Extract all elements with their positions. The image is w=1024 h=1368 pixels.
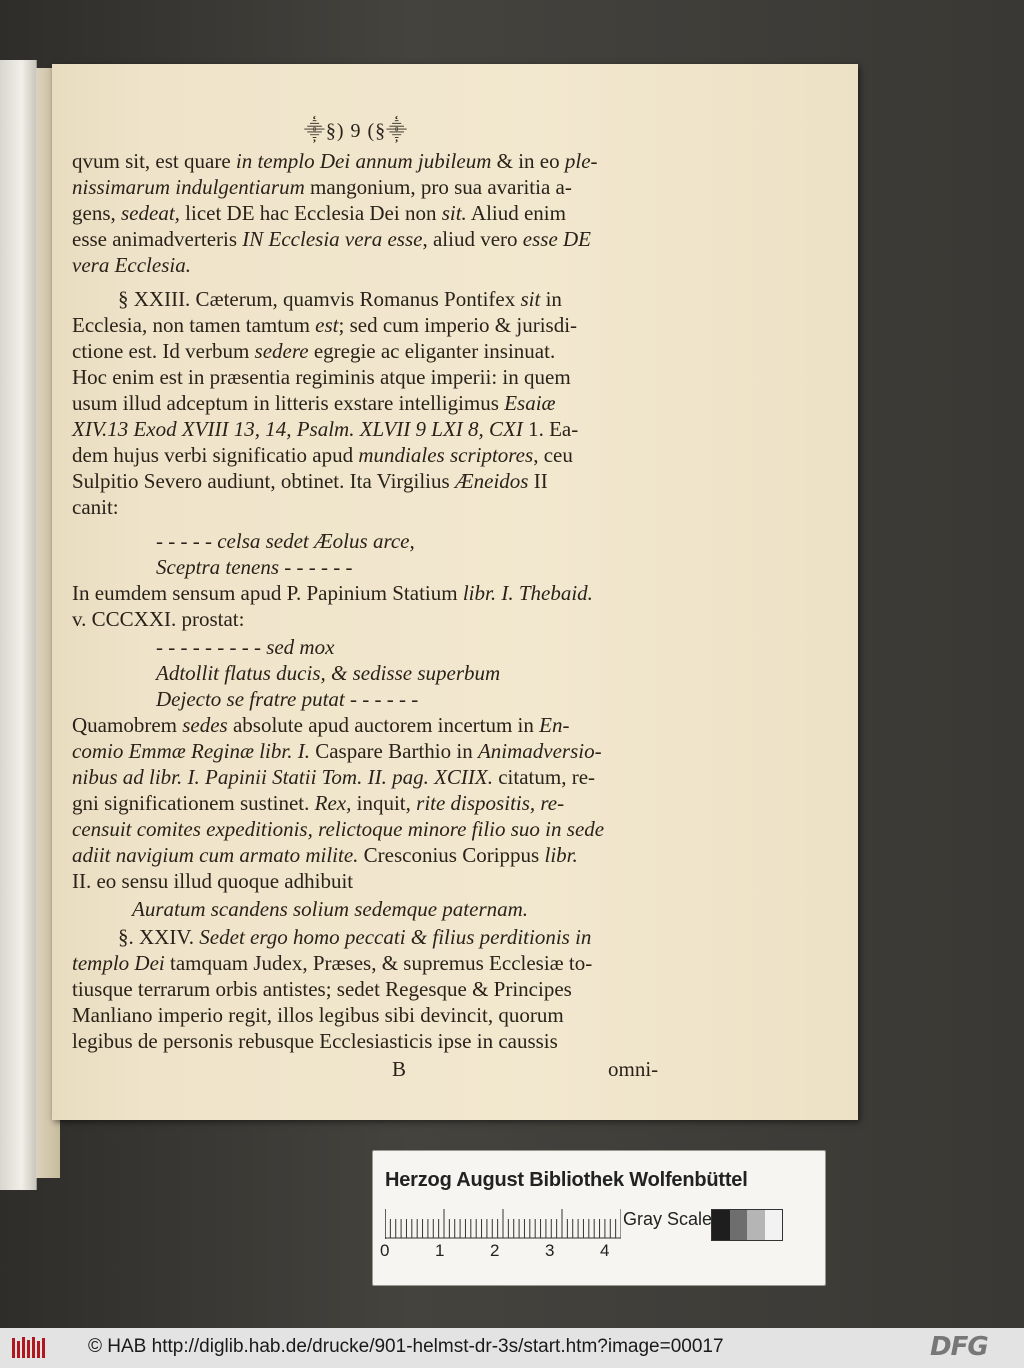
text-segment: v. CCCXXI. prostat: (72, 607, 245, 631)
italic-segment: Adtollit flatus ducis, & sedisse superbum (156, 661, 501, 685)
text-line (156, 554, 353, 580)
italic-segment: libr. I. Thebaid. (462, 581, 593, 605)
text-line (72, 790, 564, 816)
library-label-card (372, 1150, 826, 1286)
text-line (72, 976, 572, 1002)
ruler-number: 1 (435, 1241, 445, 1260)
italic-segment: sedeat, (121, 201, 180, 225)
text-line (72, 200, 566, 226)
text-line (156, 686, 418, 712)
footer-bar (0, 1328, 1024, 1368)
ruler-number: 0 (380, 1241, 390, 1260)
text-line (156, 528, 415, 554)
italic-segment: est (315, 313, 339, 337)
text-segment: usum illud adceptum in litteris exstare intelligimus (72, 391, 505, 415)
italic-segment: ple- (564, 149, 598, 173)
text-segment: Quamobrem (72, 713, 183, 737)
text-line (72, 950, 592, 976)
italic-segment: - - - - - celsa sedet Æolus arce, (156, 529, 415, 553)
text-line (72, 712, 569, 738)
text-line (72, 868, 353, 894)
italic-segment: nissimarum indulgentiarum (72, 175, 305, 199)
text-line (156, 660, 500, 686)
italic-segment: adiit navigium cum armato milite. (72, 843, 359, 867)
text-line (72, 1002, 564, 1028)
text-segment: canit: (72, 495, 119, 519)
text-segment: legibus de personis rebusque Ecclesiasticis ipse in caussis (72, 1029, 558, 1053)
italic-segment: comio Emmæ Reginæ libr. I. (72, 739, 310, 763)
text-line (72, 494, 119, 520)
italic-segment: Dejecto se fratre putat - - - - - - (156, 687, 419, 711)
text-segment: citatum, re- (492, 765, 596, 789)
text-segment: egregie ac eliganter insinuat. (308, 339, 556, 363)
signature-mark: B (392, 1057, 407, 1081)
library-name: Herzog August Bibliothek Wolfenbüttel (385, 1169, 748, 1191)
text-segment: In eumdem sensum apud P. Papinium Statium (72, 581, 463, 605)
text-line (72, 174, 572, 200)
text-segment: tiusque terrarum orbis antistes; sedet Regesque & Principes (72, 977, 572, 1001)
text-segment: dem hujus verbi significatio apud (72, 443, 359, 467)
text-line (72, 148, 598, 174)
italic-segment: Rex, (314, 791, 357, 815)
text-segment: mangonium, pro sua avaritia a- (304, 175, 572, 199)
text-segment: II. eo sensu illud quoque adhibuit (72, 869, 354, 893)
text-line (118, 924, 591, 950)
gray-swatch-3 (747, 1210, 765, 1240)
text-segment: § XXIII. Cæterum, quamvis Romanus Pontifex (118, 287, 521, 311)
page-header: ⸎§) 9 (§⸎ (304, 120, 409, 142)
italic-segment: sedes (182, 713, 228, 737)
text-line (132, 896, 528, 922)
text-segment: Hoc enim est in præsentia regiminis atque imperii: in quem (72, 365, 571, 389)
italic-segment: Æneidos (454, 469, 529, 493)
italic-segment: sedere (254, 339, 309, 363)
text-line (72, 738, 602, 764)
italic-segment: mundiales scriptores (358, 443, 534, 467)
text-segment: Manliano imperio regit, illos legibus sibi devincit, quorum (72, 1003, 564, 1027)
text-segment: ; sed cum imperio & jurisdi- (338, 313, 578, 337)
italic-segment: - - - - - - - - - sed mox (156, 635, 335, 659)
text-line (72, 1028, 558, 1054)
text-segment: 1. Ea- (522, 417, 579, 441)
italic-segment: Auratum scandens solium sedemque paternam. (132, 897, 529, 921)
text-segment: Aliud enim (466, 201, 566, 225)
text-line (72, 606, 244, 632)
gray-swatch-2 (730, 1210, 748, 1240)
text-line (72, 816, 604, 842)
text-line (72, 842, 578, 868)
italic-segment: Sceptra tenens - - - - - - (156, 555, 353, 579)
text-line (72, 468, 548, 494)
text-line (72, 226, 591, 252)
copyright-url[interactable]: © HAB http://diglib.hab.de/drucke/901-helmst-dr-3s/start.htm?image=00017 (88, 1336, 724, 1357)
dfg-logo: DFG (930, 1332, 988, 1362)
italic-segment: Sedet ergo homo peccati & filius perditionis in (199, 925, 592, 949)
text-segment: inquit, (356, 791, 417, 815)
text-segment: §. XXIV. (118, 925, 200, 949)
italic-segment: libr. (544, 843, 578, 867)
text-segment: esse animadverteris (72, 227, 243, 251)
italic-segment: nibus ad libr. I. Papinii Statii Tom. II. pag. XCIIX. (72, 765, 493, 789)
text-segment: II (528, 469, 548, 493)
text-segment: tamquam Judex, Præses, & supremus Ecclesiæ to- (164, 951, 593, 975)
text-segment: gens, (72, 201, 121, 225)
hab-logo-icon (10, 1335, 48, 1361)
ruler-number: 3 (545, 1241, 555, 1260)
text-segment: Ecclesia, non tamen tamtum (72, 313, 316, 337)
text-line (72, 338, 555, 364)
text-line (72, 390, 556, 416)
italic-segment: vera Ecclesia. (72, 253, 191, 277)
text-segment: ctione est. Id verbum (72, 339, 255, 363)
text-line (72, 580, 593, 606)
scale-ruler (385, 1209, 621, 1239)
text-segment: licet DE hac Ecclesia Dei non (179, 201, 442, 225)
text-segment: Cresconius Corippus (358, 843, 545, 867)
gray-scale-label: Gray Scale (623, 1209, 713, 1229)
text-segment: Caspare Barthio in (309, 739, 478, 763)
adjacent-page-edge (0, 60, 37, 1190)
italic-segment: rite dispositis, re- (416, 791, 565, 815)
gray-scale-swatch (711, 1209, 783, 1241)
catchword: omni- (608, 1057, 659, 1081)
text-line (72, 252, 191, 278)
italic-segment: sit (520, 287, 541, 311)
text-segment: gni significationem sustinet. (72, 791, 315, 815)
italic-segment: En- (539, 713, 570, 737)
ruler-number: 4 (600, 1241, 610, 1260)
text-segment: in (540, 287, 562, 311)
italic-segment: Esaiæ (504, 391, 556, 415)
text-line (72, 416, 578, 442)
italic-segment: in templo Dei annum jubileum (235, 149, 492, 173)
text-segment: Sulpitio Severo audiunt, obtinet. Ita Virgilius (72, 469, 455, 493)
gray-swatch-1 (712, 1210, 730, 1240)
text-line (72, 364, 571, 390)
text-segment: , aliud vero (422, 227, 523, 251)
italic-segment: sit. (441, 201, 467, 225)
gray-swatch-4 (765, 1210, 783, 1240)
text-line (118, 286, 562, 312)
text-segment: absolute apud auctorem incertum in (227, 713, 540, 737)
italic-segment: templo Dei (72, 951, 165, 975)
text-segment: , ceu (533, 443, 573, 467)
text-line (72, 764, 595, 790)
ruler-number: 2 (490, 1241, 500, 1260)
italic-segment: censuit comites expeditionis, relictoque minore filio suo in sede (72, 817, 605, 841)
text-line (72, 312, 577, 338)
italic-segment: XIV.13 Exod XVIII 13, 14, Psalm. XLVII 9 LXI 8, CXI (72, 417, 523, 441)
italic-segment: esse DE (522, 227, 592, 251)
italic-segment: IN Ecclesia vera esse (242, 227, 423, 251)
book-page (52, 64, 858, 1120)
text-segment: & in eo (491, 149, 565, 173)
italic-segment: Animadversio- (477, 739, 602, 763)
text-segment: qvum sit, est quare (72, 149, 236, 173)
text-line (72, 442, 573, 468)
text-line (156, 634, 334, 660)
